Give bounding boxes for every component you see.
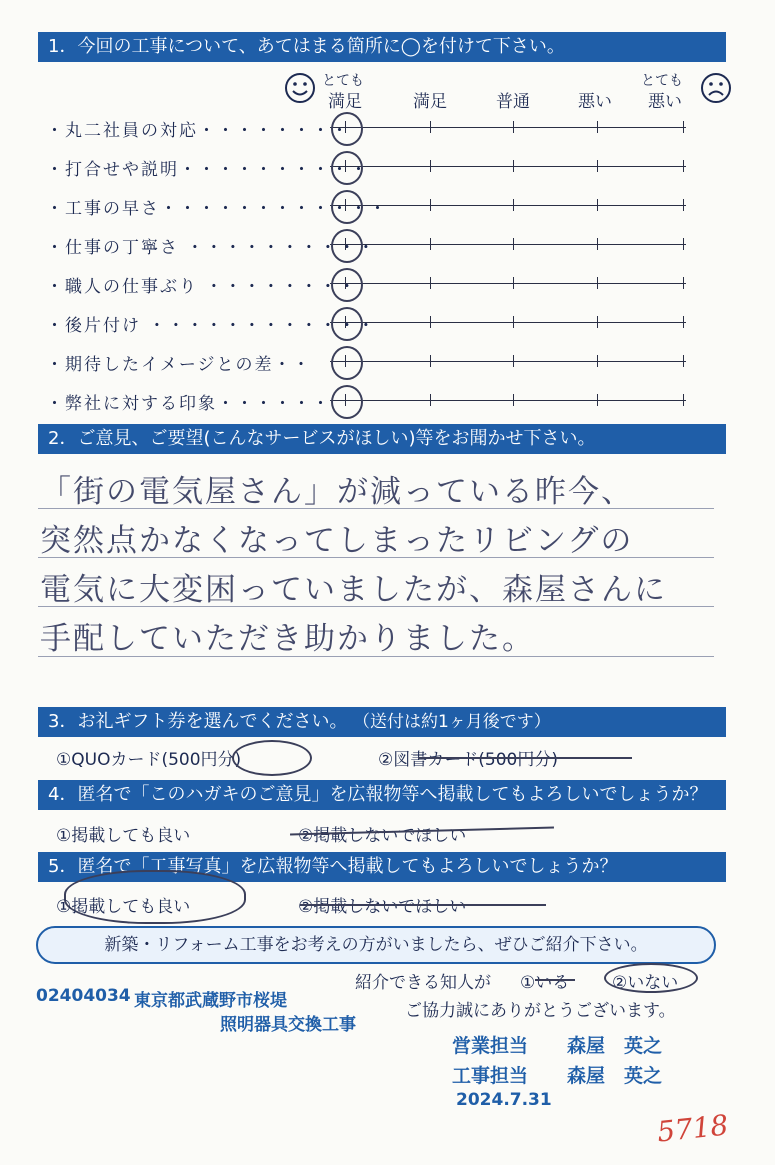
publish-opinion-yes-option[interactable]: ①掲載しても良い <box>56 826 191 846</box>
scale-header-normal: 普通 <box>496 92 530 112</box>
rating-scale-tick[interactable] <box>683 355 684 367</box>
rating-scale-tick[interactable] <box>430 160 431 172</box>
rating-scale-tick[interactable] <box>683 160 684 172</box>
rating-scale-tick[interactable] <box>597 199 598 211</box>
rating-scale-tick[interactable] <box>430 238 431 250</box>
rating-item-label: ・後片付け ・・・・・・・・・・・・ <box>46 316 377 336</box>
referral-banner: 新築・リフォーム工事をお考えの方がいましたら、ぜひご紹介下さい。 <box>36 926 716 964</box>
job-work: 照明器具交換工事 <box>220 1015 356 1035</box>
rating-selection-circle <box>331 190 363 224</box>
rating-scale-line <box>330 400 686 401</box>
rating-selection-circle <box>331 346 363 380</box>
job-location: 東京都武蔵野市桜堤 <box>134 991 287 1011</box>
handwritten-answer-line: 電気に大変困っていましたが、森屋さんに <box>40 572 667 608</box>
smiley-face-icon <box>284 72 316 104</box>
rating-scale-tick[interactable] <box>683 238 684 250</box>
scale-header-very-bad: 悪い <box>648 92 682 112</box>
scale-very-label-left: とても <box>322 73 364 89</box>
section4-title: 4．匿名で「このハガキのご意見」を広報物等へ掲載してもよろしいでしょうか？ <box>38 780 726 810</box>
referral-label: 紹介できる知人が <box>355 973 491 993</box>
rating-selection-circle <box>331 229 363 263</box>
rating-scale-tick[interactable] <box>597 277 598 289</box>
strikethrough-mark <box>418 757 632 759</box>
rating-scale-tick[interactable] <box>597 160 598 172</box>
rating-scale-tick[interactable] <box>513 355 514 367</box>
construction-label: 工事担当 <box>452 1065 529 1087</box>
rating-scale-tick[interactable] <box>597 121 598 133</box>
rating-scale-tick[interactable] <box>683 199 684 211</box>
rating-scale-tick[interactable] <box>430 277 431 289</box>
job-code: 02404034 <box>36 986 131 1006</box>
rating-scale-tick[interactable] <box>513 394 514 406</box>
gift-option-book[interactable]: ②図書カード(500円分) <box>378 750 558 770</box>
rating-scale-tick[interactable] <box>513 199 514 211</box>
rating-scale-line <box>330 322 686 323</box>
rating-item-label: ・職人の仕事ぶり ・・・・・・・・ <box>46 277 358 297</box>
rating-scale-tick[interactable] <box>430 316 431 328</box>
rating-scale-tick[interactable] <box>597 238 598 250</box>
sales-name: 森屋 英之 <box>567 1035 663 1057</box>
section5-title: 5．匿名で「工事写真」を広報物等へ掲載してもよろしいでしょうか？ <box>38 852 726 882</box>
rating-scale-tick[interactable] <box>683 277 684 289</box>
selection-circle-mark <box>232 740 312 776</box>
frowning-face-icon <box>700 72 732 104</box>
rating-selection-circle <box>331 151 363 185</box>
rating-scale-tick[interactable] <box>430 121 431 133</box>
publish-photo-yes-option[interactable]: ①掲載しても良い <box>56 897 191 917</box>
rating-item-label: ・丸二社員の対応・・・・・・・・ <box>46 121 350 141</box>
scale-header-satisfied: 満足 <box>413 92 447 112</box>
rating-item-label: ・弊社に対する印象・・・・・・ <box>46 394 331 414</box>
rating-scale-tick[interactable] <box>597 316 598 328</box>
referral-option-yes[interactable]: ①いる <box>520 973 570 993</box>
strikethrough-mark <box>300 904 546 906</box>
rating-scale-line <box>330 166 686 167</box>
selection-circle-mark <box>604 963 698 993</box>
rating-scale-tick[interactable] <box>513 160 514 172</box>
handwritten-answer-line: 突然点かなくなってしまったリビングの <box>40 523 634 559</box>
section3-title-text: 3．お礼ギフト券を選んでください。 <box>48 711 348 732</box>
section2-title: 2．ご意見、ご要望(こんなサービスがほしい)等をお聞かせ下さい。 <box>38 424 726 454</box>
rating-scale-tick[interactable] <box>430 394 431 406</box>
handwritten-answer-line: 「街の電気屋さん」が減っている昨今、 <box>40 474 634 510</box>
section1-title: 1．今回の工事について、あてはまる箇所に◯を付けて下さい。 <box>38 32 726 62</box>
scale-header-bad: 悪い <box>578 92 612 112</box>
rating-selection-circle <box>331 112 363 146</box>
referral-option-no[interactable]: ②いない <box>612 973 679 993</box>
rating-scale-tick[interactable] <box>430 199 431 211</box>
rating-scale-line <box>330 244 686 245</box>
section3-title <box>38 707 726 737</box>
rating-scale-tick[interactable] <box>683 121 684 133</box>
sales-label: 営業担当 <box>452 1035 529 1057</box>
thanks-text: ご協力誠にありがとうございます。 <box>405 1001 676 1021</box>
rating-scale-tick[interactable] <box>597 394 598 406</box>
rating-selection-circle <box>331 307 363 341</box>
rating-selection-circle <box>331 268 363 302</box>
rating-selection-circle <box>331 385 363 419</box>
serial-number: 5718 <box>655 1108 730 1149</box>
rating-scale-tick[interactable] <box>513 121 514 133</box>
rating-item-label: ・期待したイメージとの差・・ <box>46 355 312 375</box>
rating-item-label: ・仕事の丁寧さ ・・・・・・・・・・ <box>46 238 377 258</box>
strikethrough-mark <box>535 979 575 981</box>
publish-opinion-no-option[interactable]: ②掲載しないでほしい <box>298 826 467 846</box>
handwritten-answer-line: 手配していただき助かりました。 <box>40 621 535 657</box>
rating-item-label: ・打合せや説明・・・・・・・・・・ <box>46 160 369 180</box>
rating-scale-tick[interactable] <box>513 238 514 250</box>
rating-scale-line <box>330 127 686 128</box>
section3-note: （送付は約1ヶ月後です） <box>361 712 551 732</box>
rating-scale-tick[interactable] <box>597 355 598 367</box>
rating-scale-tick[interactable] <box>513 316 514 328</box>
construction-name: 森屋 英之 <box>567 1065 663 1087</box>
rating-scale-line <box>330 205 686 206</box>
scale-very-label-right: とても <box>641 73 683 89</box>
scale-header-very-satisfied: 満足 <box>328 92 362 112</box>
rating-scale-line <box>330 361 686 362</box>
publish-photo-no-option[interactable]: ②掲載しないでほしい <box>298 897 467 917</box>
rating-scale-tick[interactable] <box>683 394 684 406</box>
gift-option-quo[interactable]: ①QUOカード(500円分) <box>56 750 242 770</box>
rating-scale-tick[interactable] <box>683 316 684 328</box>
survey-date: 2024.7.31 <box>456 1090 552 1110</box>
rating-scale-line <box>330 283 686 284</box>
rating-scale-tick[interactable] <box>513 277 514 289</box>
rating-item-label: ・工事の早さ・・・・・・・・・・・・ <box>46 199 388 219</box>
rating-scale-tick[interactable] <box>430 355 431 367</box>
